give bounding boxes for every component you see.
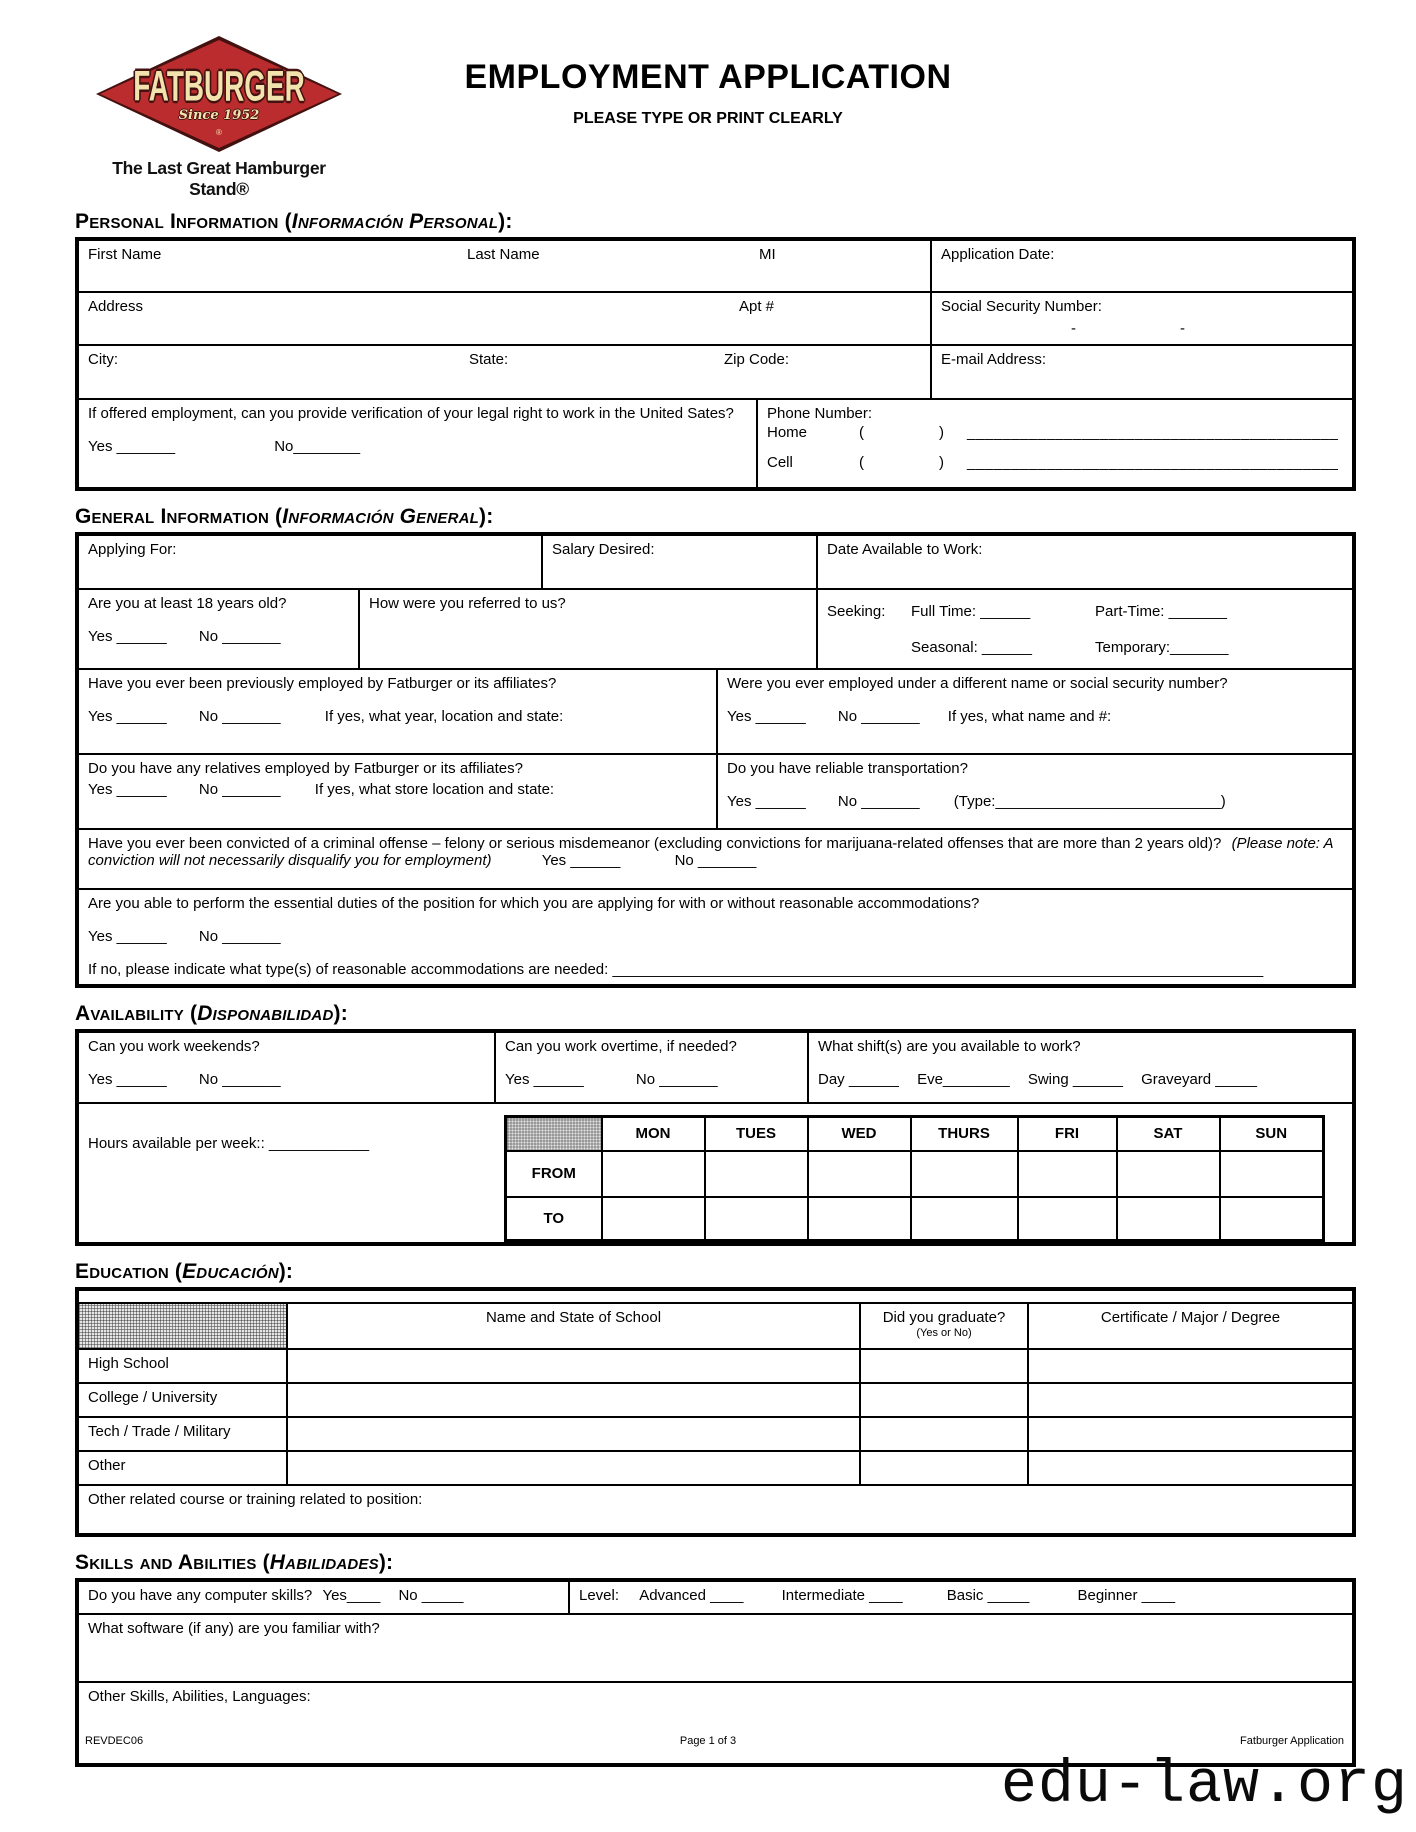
shifts-cell	[808, 1031, 1354, 1103]
applying-for-label: Applying For:	[88, 541, 177, 558]
day-header-wed: WED	[808, 1117, 911, 1151]
edu-law-watermark: edu-law.org	[1000, 1752, 1408, 1820]
tech-graduate-cell	[860, 1417, 1028, 1451]
to-sat-cell	[1117, 1197, 1220, 1241]
software-question: What software (if any) are you familiar with?	[88, 1620, 380, 1637]
legal-right-cell	[77, 399, 757, 489]
from-fri-cell	[1018, 1151, 1117, 1197]
weekends-yes-blank: Yes ______	[88, 1071, 167, 1088]
software-cell	[77, 1614, 1354, 1682]
weekends-question: Can you work weekends?	[88, 1038, 260, 1055]
email-label: E-mail Address:	[941, 351, 1047, 368]
duties-yes-blank: Yes ______	[88, 928, 167, 945]
ssn-dash: -	[1071, 320, 1076, 337]
age-yes-blank: Yes ______	[88, 628, 167, 645]
shifts-question: What shift(s) are you available to work?	[818, 1038, 1081, 1055]
name-row-cell	[77, 239, 931, 292]
day-header-sun: SUN	[1220, 1117, 1324, 1151]
page-title: EMPLOYMENT APPLICATION	[464, 58, 952, 96]
logo-registered-mark: ®	[216, 128, 222, 137]
diff-if-yes-label: If yes, what name and #:	[947, 708, 1112, 725]
to-fri-cell	[1018, 1197, 1117, 1241]
personal-info-table	[75, 237, 1356, 491]
hours-per-week-blank: Hours available per week:: ____________	[88, 1135, 370, 1152]
last-name-label: Last Name	[467, 246, 540, 263]
college-graduate-cell	[860, 1383, 1028, 1417]
graduate-column-header: Did you graduate? (Yes or No)	[860, 1303, 1028, 1349]
education-section-heading: Education (Educación):	[75, 1260, 294, 1283]
day-header-mon: MON	[602, 1117, 705, 1151]
different-name-question: Were you ever employed under a different name or social security number?	[727, 675, 1228, 692]
general-section-heading: General Information (Información General):	[75, 505, 494, 528]
education-row-label: Tech / Trade / Military	[77, 1417, 287, 1451]
different-name-cell	[717, 669, 1354, 754]
overtime-yes-blank: Yes ______	[505, 1071, 584, 1088]
graduate-column-subheader: (Yes or No)	[916, 1327, 972, 1339]
essential-duties-question: Are you able to perform the essential duties of the position for which you are applying for with or without reasonable accommodations?	[88, 895, 980, 912]
phone-number-cell: Phone Number: Home ( ) __________________________________________ Cell ( ) __________________________________________	[757, 399, 1354, 489]
from-sun-cell	[1220, 1151, 1324, 1197]
weekends-no-blank: No _______	[198, 1071, 281, 1088]
temporary-blank: Temporary:_______	[1095, 639, 1229, 656]
other-graduate-cell	[860, 1451, 1028, 1485]
full-time-blank: Full Time: ______	[911, 603, 1031, 620]
transportation-no-blank: No _______	[837, 793, 920, 810]
logo-brand-text: FATBURGER	[133, 63, 305, 111]
previously-employed-question: Have you ever been previously employed by Fatburger or its affiliates?	[88, 675, 557, 692]
from-sat-cell	[1117, 1151, 1220, 1197]
shift-day-blank: Day ______	[818, 1071, 899, 1088]
legal-right-question: If offered employment, can you provide verification of your legal right to work in the United Sates?	[88, 405, 734, 422]
from-thurs-cell	[911, 1151, 1018, 1197]
education-table	[75, 1287, 1356, 1537]
college-certificate-cell	[1028, 1383, 1354, 1417]
day-header-thurs: THURS	[911, 1117, 1018, 1151]
seeking-label: Seeking:	[827, 603, 886, 620]
to-sun-cell	[1220, 1197, 1324, 1241]
ssn-dash: -	[1180, 320, 1185, 337]
conviction-cell	[77, 829, 1354, 889]
age-no-blank: No _______	[198, 628, 281, 645]
level-label: Level:	[579, 1587, 620, 1604]
city-label: City:	[88, 351, 118, 368]
hours-row-cell	[77, 1103, 1354, 1244]
relatives-if-yes-label: If yes, what store location and state:	[314, 781, 555, 798]
from-wed-cell	[808, 1151, 911, 1197]
skills-section-heading: Skills and Abilities (Habilidades):	[75, 1551, 394, 1574]
education-row-label: High School	[77, 1349, 287, 1383]
date-available-label: Date Available to Work:	[827, 541, 983, 558]
essential-duties-cell	[77, 889, 1354, 986]
application-date-label: Application Date:	[941, 246, 1055, 263]
education-row-label: Other	[77, 1451, 287, 1485]
transportation-type-blank: (Type:___________________________)	[953, 793, 1226, 810]
other-name-cell	[287, 1451, 860, 1485]
phone-home-label: Home	[767, 424, 808, 441]
from-mon-cell	[602, 1151, 705, 1197]
duties-no-blank: No _______	[198, 928, 281, 945]
transportation-cell	[717, 754, 1354, 829]
diff-yes-blank: Yes ______	[727, 708, 806, 725]
conviction-no-blank: No _______	[674, 852, 757, 869]
other-certificate-cell	[1028, 1451, 1354, 1485]
salary-desired-cell	[542, 534, 817, 589]
high-school-certificate-cell	[1028, 1349, 1354, 1383]
weekly-hours-grid	[504, 1115, 1325, 1242]
availability-section-heading: Availability (Disponabilidad):	[75, 1002, 348, 1025]
other-training-label: Other related course or training related to position:	[88, 1491, 423, 1508]
phone-cell-label: Cell	[767, 454, 793, 471]
age-question-cell	[77, 589, 359, 669]
computer-skills-cell	[77, 1580, 569, 1614]
prev-yes-blank: Yes ______	[88, 708, 167, 725]
transportation-yes-blank: Yes ______	[727, 793, 806, 810]
conviction-yes-blank: Yes ______	[541, 852, 621, 869]
logo-since-text: Since 1952	[178, 108, 260, 123]
footer-doc-title: Fatburger Application	[1240, 1735, 1344, 1747]
school-column-header: Name and State of School	[287, 1303, 860, 1349]
tech-certificate-cell	[1028, 1417, 1354, 1451]
email-cell	[931, 345, 1354, 399]
address-row-cell	[77, 292, 931, 345]
phone-cell-blank: __________________________________________	[967, 454, 1339, 471]
weekends-cell	[77, 1031, 495, 1103]
day-header-tues: TUES	[705, 1117, 808, 1151]
computer-skills-question: Do you have any computer skills?	[88, 1587, 313, 1604]
applying-for-cell	[77, 534, 542, 589]
transportation-question: Do you have reliable transportation?	[727, 760, 968, 777]
referred-question: How were you referred to us?	[369, 595, 566, 612]
logo-tagline: The Last Great Hamburger Stand®	[112, 158, 326, 199]
relatives-no-blank: No _______	[198, 781, 281, 798]
certificate-column-header: Certificate / Major / Degree	[1028, 1303, 1354, 1349]
page-subtitle: PLEASE TYPE OR PRINT CLEARLY	[573, 110, 843, 127]
shift-graveyard-blank: Graveyard _____	[1141, 1071, 1257, 1088]
other-training-cell	[77, 1485, 1354, 1535]
phone-home-blank: __________________________________________	[967, 424, 1339, 441]
other-skills-label: Other Skills, Abilities, Languages:	[88, 1688, 311, 1705]
phone-number-label: Phone Number:	[767, 405, 873, 422]
form-header	[0, 0, 1416, 199]
relatives-question: Do you have any relatives employed by Fatburger or its affiliates?	[88, 760, 523, 777]
level-basic-blank: Basic _____	[946, 1587, 1030, 1604]
footer-page-number: Page 1 of 3	[679, 1735, 737, 1747]
conviction-question: Have you ever been convicted of a criminal offense – felony or serious misdemeanor (excluding convictions for marijuana-related offenses that are more than 2 years old)?	[88, 835, 1222, 852]
city-row-cell	[77, 345, 931, 399]
zip-label: Zip Code:	[724, 351, 790, 368]
legal-no-blank: No________	[274, 438, 361, 455]
first-name-label: First Name	[88, 246, 162, 263]
level-advanced-blank: Advanced ____	[639, 1587, 744, 1604]
seasonal-blank: Seasonal: ______	[911, 639, 1032, 656]
to-mon-cell	[602, 1197, 705, 1241]
address-label: Address	[88, 298, 144, 315]
previously-employed-cell	[77, 669, 717, 754]
date-available-cell	[817, 534, 1354, 589]
shift-swing-blank: Swing ______	[1027, 1071, 1123, 1088]
tech-name-cell	[287, 1417, 860, 1451]
mi-label: MI	[759, 246, 776, 263]
part-time-blank: Part-Time: _______	[1095, 603, 1228, 620]
application-date-cell	[931, 239, 1354, 292]
availability-table	[75, 1029, 1356, 1246]
grid-corner-cell	[506, 1117, 602, 1151]
skill-level-cell	[569, 1580, 1354, 1614]
personal-section-heading: Personal Information (Información Personal):	[75, 210, 513, 233]
education-corner-cell	[77, 1303, 287, 1349]
footer-revision: REVDEC06	[85, 1735, 144, 1747]
overtime-no-blank: No _______	[635, 1071, 718, 1088]
general-info-table	[75, 532, 1356, 988]
age-question: Are you at least 18 years old?	[88, 595, 287, 612]
overtime-question: Can you work overtime, if needed?	[505, 1038, 737, 1055]
education-spacer-row	[77, 1289, 1354, 1303]
shift-eve-blank: Eve________	[917, 1071, 1010, 1088]
overtime-cell	[495, 1031, 808, 1103]
to-wed-cell	[808, 1197, 911, 1241]
relatives-cell	[77, 754, 717, 829]
accommodations-label: If no, please indicate what type(s) of reasonable accommodations are needed:	[88, 961, 609, 978]
high-school-name-cell	[287, 1349, 860, 1383]
high-school-graduate-cell	[860, 1349, 1028, 1383]
from-tues-cell	[705, 1151, 808, 1197]
conviction-note: (Please note: A conviction will not necessarily disqualify you for employment)	[88, 835, 1334, 869]
to-row-label: TO	[506, 1197, 602, 1241]
relatives-yes-blank: Yes ______	[88, 781, 167, 798]
state-label: State:	[469, 351, 509, 368]
diff-no-blank: No _______	[837, 708, 920, 725]
accommodations-blank: ______________________________________________________________________________	[612, 961, 1264, 978]
level-intermediate-blank: Intermediate ____	[781, 1587, 903, 1604]
education-row-label: College / University	[77, 1383, 287, 1417]
day-header-sat: SAT	[1117, 1117, 1220, 1151]
ssn-cell	[931, 292, 1354, 345]
computer-yes-blank: Yes____	[322, 1587, 381, 1604]
salary-desired-label: Salary Desired:	[552, 541, 655, 558]
apt-label: Apt #	[739, 298, 775, 315]
seeking-cell	[817, 589, 1354, 669]
to-thurs-cell	[911, 1197, 1018, 1241]
from-row-label: FROM	[506, 1151, 602, 1197]
prev-if-yes-label: If yes, what year, location and state:	[324, 708, 564, 725]
college-name-cell	[287, 1383, 860, 1417]
level-beginner-blank: Beginner ____	[1077, 1587, 1176, 1604]
day-header-fri: FRI	[1018, 1117, 1117, 1151]
legal-yes-blank: Yes _______	[88, 438, 176, 455]
prev-no-blank: No _______	[198, 708, 281, 725]
ssn-label: Social Security Number:	[941, 298, 1102, 315]
referred-cell	[359, 589, 817, 669]
to-tues-cell	[705, 1197, 808, 1241]
computer-no-blank: No _____	[398, 1587, 464, 1604]
